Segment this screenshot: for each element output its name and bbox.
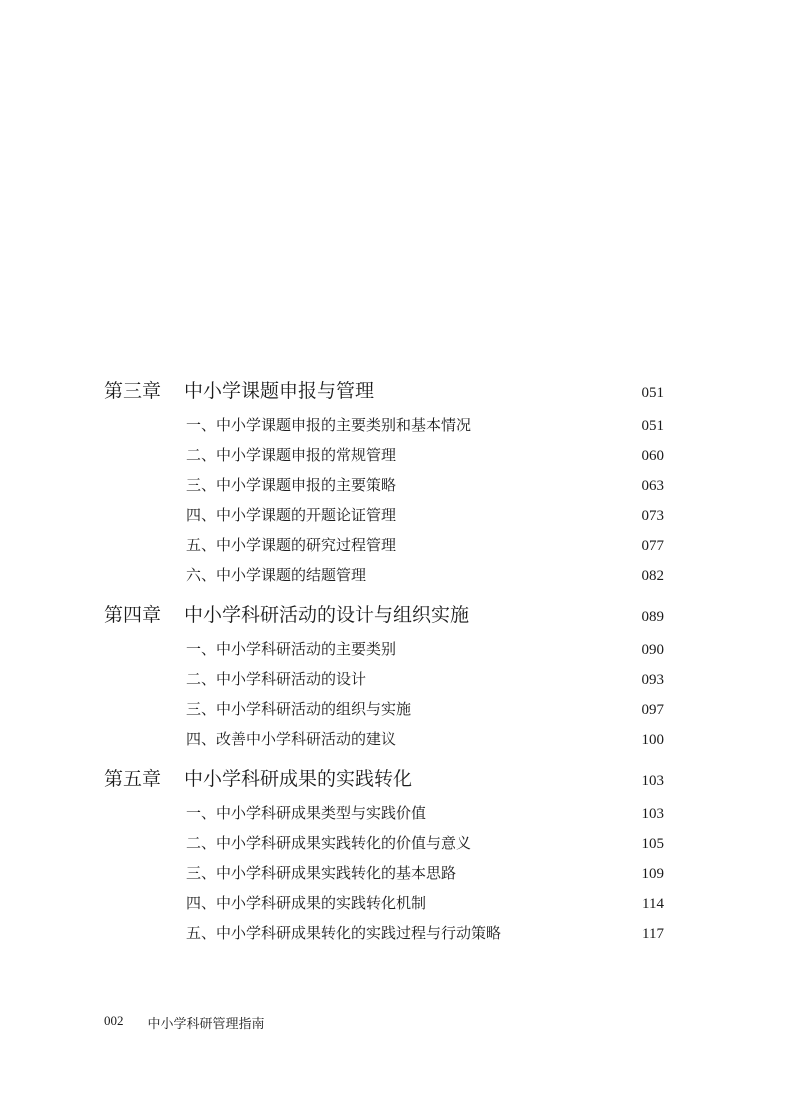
entry-title: 一、中小学科研成果类型与实践价值 (186, 804, 427, 822)
chapter-number: 第五章 (104, 768, 162, 790)
entry-title: 三、中小学课题申报的主要策略 (186, 476, 397, 494)
entry-page: 105 (641, 836, 664, 852)
toc-entry[interactable] (104, 410, 664, 440)
toc-entry[interactable] (104, 694, 664, 724)
chapter-title: 中小学课题申报与管理 (184, 380, 375, 402)
chapter-number: 第三章 (104, 380, 162, 402)
toc-entry[interactable] (104, 530, 664, 560)
entry-page: 109 (641, 866, 664, 882)
entry-page: 082 (641, 568, 664, 584)
toc-entry[interactable] (104, 664, 664, 694)
entry-page: 090 (641, 642, 664, 658)
entry-page: 103 (641, 806, 664, 822)
entry-title: 三、中小学科研活动的组织与实施 (186, 700, 412, 718)
chapter-3 (104, 372, 664, 590)
footer-book-title: 中小学科研管理指南 (147, 1017, 265, 1032)
chapter-5 (104, 760, 664, 948)
entry-title: 二、中小学课题申报的常规管理 (186, 446, 397, 464)
entry-title: 四、中小学课题的开题论证管理 (186, 506, 397, 524)
chapter-page: 051 (641, 385, 664, 401)
entry-page: 073 (641, 508, 664, 524)
entry-title: 二、中小学科研成果实践转化的价值与意义 (186, 834, 472, 852)
entry-title: 一、中小学科研活动的主要类别 (186, 640, 397, 658)
toc-entry[interactable] (104, 888, 664, 918)
entry-title: 四、中小学科研成果的实践转化机制 (186, 894, 427, 912)
chapter-4 (104, 596, 664, 754)
entry-page: 051 (641, 418, 664, 434)
toc-entry[interactable] (104, 560, 664, 590)
entry-page: 100 (641, 732, 664, 748)
footer-page-number: 002 (104, 1013, 124, 1028)
entry-page: 077 (641, 538, 664, 554)
entry-page: 093 (641, 672, 664, 688)
chapter-number: 第四章 (104, 604, 162, 626)
toc-entry[interactable] (104, 634, 664, 664)
entry-title: 四、改善中小学科研活动的建议 (186, 730, 397, 748)
toc-entry[interactable] (104, 500, 664, 530)
entry-page: 097 (641, 702, 664, 718)
chapter-heading[interactable] (104, 760, 664, 798)
entry-title: 三、中小学科研成果实践转化的基本思路 (186, 864, 457, 882)
chapter-page: 103 (641, 773, 664, 789)
toc-entry[interactable] (104, 858, 664, 888)
entry-title: 二、中小学科研活动的设计 (186, 670, 367, 688)
entry-page: 060 (641, 448, 664, 464)
toc-entry[interactable] (104, 918, 664, 948)
toc-entry[interactable] (104, 724, 664, 754)
entry-page: 114 (642, 896, 664, 912)
entry-page: 117 (642, 926, 664, 942)
entry-title: 六、中小学课题的结题管理 (186, 566, 367, 584)
chapter-page: 089 (641, 609, 664, 625)
chapter-heading[interactable] (104, 596, 664, 634)
entry-page: 063 (641, 478, 664, 494)
chapter-heading[interactable] (104, 372, 664, 410)
toc-entry[interactable] (104, 798, 664, 828)
chapter-title: 中小学科研活动的设计与组织实施 (184, 604, 470, 626)
toc-entry[interactable] (104, 828, 664, 858)
entry-title: 五、中小学科研成果转化的实践过程与行动策略 (186, 924, 502, 942)
table-of-contents (104, 372, 664, 954)
entry-title: 五、中小学课题的研究过程管理 (186, 536, 397, 554)
toc-entry[interactable] (104, 470, 664, 500)
page-footer (104, 1013, 265, 1032)
chapter-title: 中小学科研成果的实践转化 (184, 768, 413, 790)
entry-title: 一、中小学课题申报的主要类别和基本情况 (186, 416, 472, 434)
toc-entry[interactable] (104, 440, 664, 470)
